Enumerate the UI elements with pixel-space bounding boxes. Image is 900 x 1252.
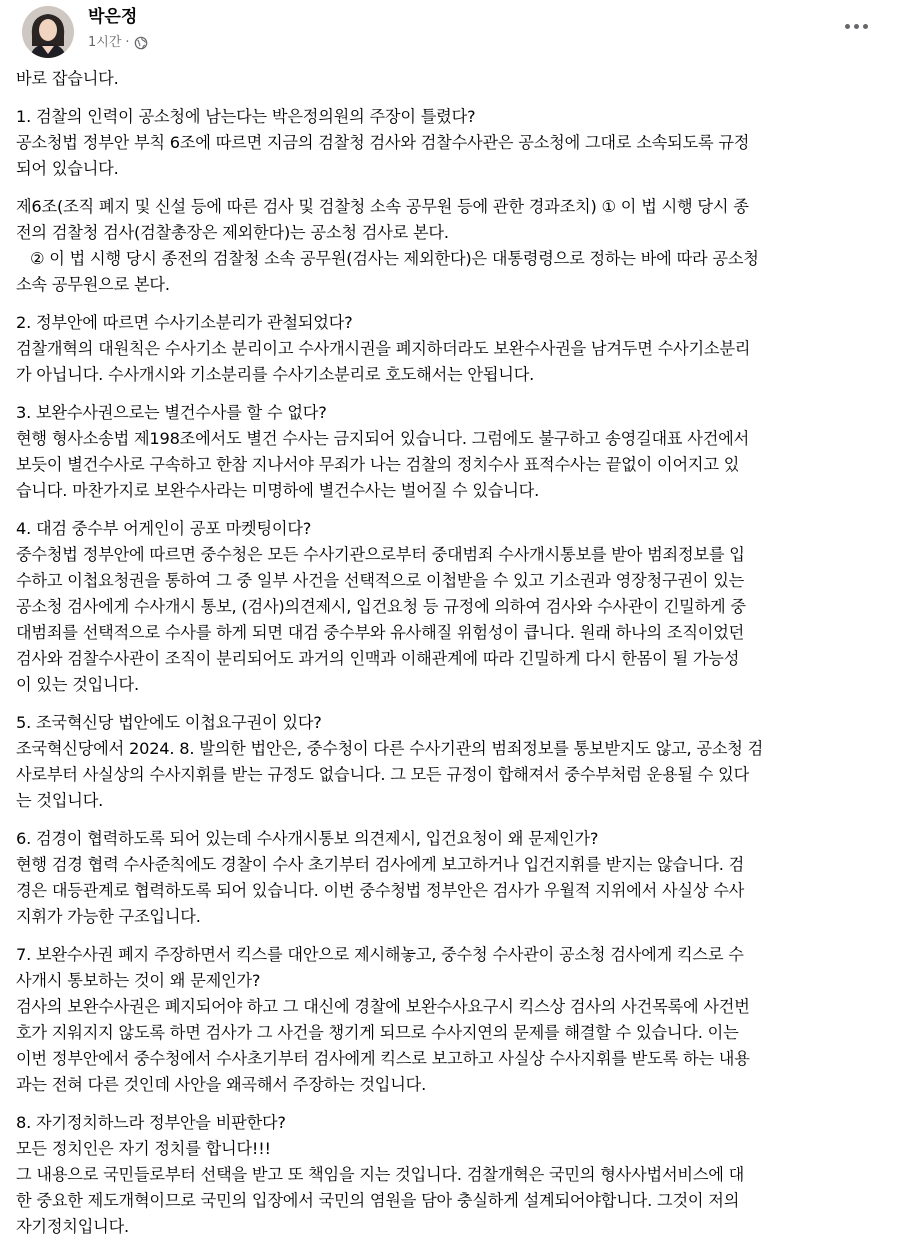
post-text-line: 사로부터 사실상의 수사지휘를 받는 규정도 없습니다. 그 모든 규정이 합해져서 중수부처럼 운용될 수 있다 <box>16 765 750 784</box>
post-text-line: 자기정치입니다. <box>16 1217 130 1236</box>
post-text-line: 되어 있습니다. <box>16 159 119 178</box>
post-text-line: 바로 잡습니다. <box>16 69 119 88</box>
post-paragraph <box>16 104 884 182</box>
more-dot <box>863 24 868 29</box>
post-text-line: 수하고 이첩요청권을 통하여 그 중 일부 사건을 선택적으로 이첩받을 수 있고 기소권과 영장청구권이 있는 <box>16 571 745 590</box>
post-text-line: 조국혁신당에서 2024. 8. 발의한 법안은, 중수청이 다른 수사기관의 범죄정보를 통보받지도 않고, 공소청 검 <box>16 739 764 758</box>
post-text-line: 는 것입니다. <box>16 791 104 810</box>
post-text-line: 중수청법 정부안에 따르면 중수청은 모든 수사기관으로부터 중대범죄 수사개시통보를 받아 범죄정보를 입 <box>16 545 745 564</box>
post-text-line: 7. 보완수사권 폐지 주장하면서 킥스를 대안으로 제시해놓고, 중수청 수사관이 공소청 검사에게 킥스로 수 <box>16 945 744 964</box>
avatar-image <box>22 6 74 58</box>
post-text-line: 2. 정부안에 따르면 수사기소분리가 관철되었다? <box>16 313 353 332</box>
post-text-line: 소속 공무원으로 본다. <box>16 275 170 294</box>
post-paragraph <box>16 710 884 814</box>
post-text-line: 현행 검경 협력 수사준칙에도 경찰이 수사 초기부터 검사에게 보고하거나 입건지휘를 받지는 않습니다. 검 <box>16 855 745 874</box>
post-text-line: 이 있는 것입니다. <box>16 675 139 694</box>
post-text-line: 5. 조국혁신당 법안에도 이첩요구권이 있다? <box>16 713 322 732</box>
post-text-line: 8. 자기정치하느라 정부안을 비판한다? <box>16 1113 286 1132</box>
more-dot <box>854 24 859 29</box>
post-paragraph <box>16 310 884 388</box>
author-name[interactable]: 박은정 <box>88 7 138 27</box>
post-paragraph <box>16 194 884 298</box>
post-paragraph <box>16 826 884 930</box>
post-text-line: 검사와 검찰수사관이 조직이 분리되어도 과거의 인맥과 이해관계에 따라 긴밀하게 다시 한몸이 될 가능성 <box>16 649 740 668</box>
post-paragraph <box>16 516 884 698</box>
post-text-line: 공소청법 정부안 부칙 6조에 따르면 지금의 검찰청 검사와 검찰수사관은 공소청에 그대로 소속되도록 규정 <box>16 133 750 152</box>
post-paragraph <box>16 1110 884 1240</box>
post-text-line: 호가 지워지지 않도록 하면 검사가 그 사건을 챙기게 되므로 수사지연의 문제를 해결할 수 있습니다. 이는 <box>16 1023 739 1042</box>
post-body <box>12 64 888 1240</box>
post-text-line: 전의 검찰청 검사(검찰총장은 제외한다)는 공소청 검사로 본다. <box>16 223 449 242</box>
post-text-line: 과는 전혀 다른 것인데 사안을 왜곡해서 주장하는 것입니다. <box>16 1075 427 1094</box>
post-text-line: 한 중요한 제도개혁이므로 국민의 입장에서 국민의 염원을 담아 충실하게 설계되어야합니다. 그것이 저의 <box>16 1191 740 1210</box>
post-text-line: 대범죄를 선택적으로 수사를 하게 되면 대검 중수부와 유사해질 위험성이 큽니다. 원래 하나의 조직이었던 <box>16 623 745 642</box>
post-text-line: 6. 검경이 협력하도록 되어 있는데 수사개시통보 의견제시, 입건요청이 왜 문제인가? <box>16 829 599 848</box>
post-text-line: 검찰개혁의 대원칙은 수사기소 분리이고 수사개시권을 폐지하더라도 보완수사권을 남겨두면 수사기소분리 <box>16 339 751 358</box>
post-paragraph <box>16 400 884 504</box>
post-text-line: 검사의 보완수사권은 폐지되어야 하고 그 대신에 경찰에 보완수사요구시 킥스상 검사의 사건목록에 사건번 <box>16 997 750 1016</box>
post-text-line: 제6조(조직 폐지 및 신설 등에 따른 검사 및 검찰청 소속 공무원 등에 관한 경과조치) ① 이 법 시행 당시 종 <box>16 197 749 216</box>
post-text-line: 현행 형사소송법 제198조에서도 별건 수사는 금지되어 있습니다. 그럼에도 불구하고 송영길대표 사건에서 <box>16 429 750 448</box>
post-text-line: 3. 보완수사권으로는 별건수사를 할 수 없다? <box>16 403 327 422</box>
post-text-line: 사개시 통보하는 것이 왜 문제인가? <box>16 971 261 990</box>
meta-separator: · <box>125 35 130 50</box>
more-horizontal-icon <box>845 24 850 29</box>
post-text-line: 모든 정치인은 자기 정치를 합니다!!! <box>16 1139 271 1158</box>
post-text-line: 경은 대등관계로 협력하도록 되어 있습니다. 이번 중수청법 정부안은 검사가 우월적 지위에서 사실상 수사 <box>16 881 745 900</box>
post-text-line: 4. 대검 중수부 어게인이 공포 마켓팅이다? <box>16 519 312 538</box>
post-paragraph <box>16 66 884 92</box>
post-text-line: 습니다. 마찬가지로 보완수사라는 미명하에 별건수사는 벌어질 수 있습니다. <box>16 481 540 500</box>
post-time[interactable]: 1시간 <box>88 35 122 50</box>
post-header <box>12 0 888 64</box>
post-text-line: 지휘가 가능한 구조입니다. <box>16 907 201 926</box>
post-text-line: 이번 정부안에서 중수청에서 수사초기부터 검사에게 킥스로 보고하고 사실상 수사지휘를 받도록 하는 내용 <box>16 1049 750 1068</box>
more-options-button[interactable] <box>838 14 874 38</box>
avatar[interactable] <box>22 6 74 58</box>
post-text-line: 그 내용으로 국민들로부터 선택을 받고 또 책임을 지는 것입니다. 검찰개혁은 국민의 형사사법서비스에 대 <box>16 1165 745 1184</box>
post-text-line: ② 이 법 시행 당시 종전의 검찰청 소속 공무원(검사는 제외한다)은 대통령령으로 정하는 바에 따라 공소청 <box>30 249 759 268</box>
post-text-line: 1. 검찰의 인력이 공소청에 남는다는 박은정의원의 주장이 틀렸다? <box>16 107 476 126</box>
post-text-line: 보듯이 별건수사로 구속하고 한참 지나서야 무죄가 나는 검찰의 정치수사 표적수사는 끝없이 이어지고 있 <box>16 455 740 474</box>
post-text-line: 가 아닙니다. 수사개시와 기소분리를 수사기소분리로 호도해서는 안됩니다. <box>16 365 535 384</box>
post-text-line: 공소청 검사에게 수사개시 통보, (검사)의견제시, 입건요청 등 규정에 의하여 검사와 수사관이 긴밀하게 중 <box>16 597 746 616</box>
post-paragraph <box>16 942 884 1098</box>
globe-icon[interactable] <box>134 36 148 50</box>
post-meta <box>88 34 148 52</box>
